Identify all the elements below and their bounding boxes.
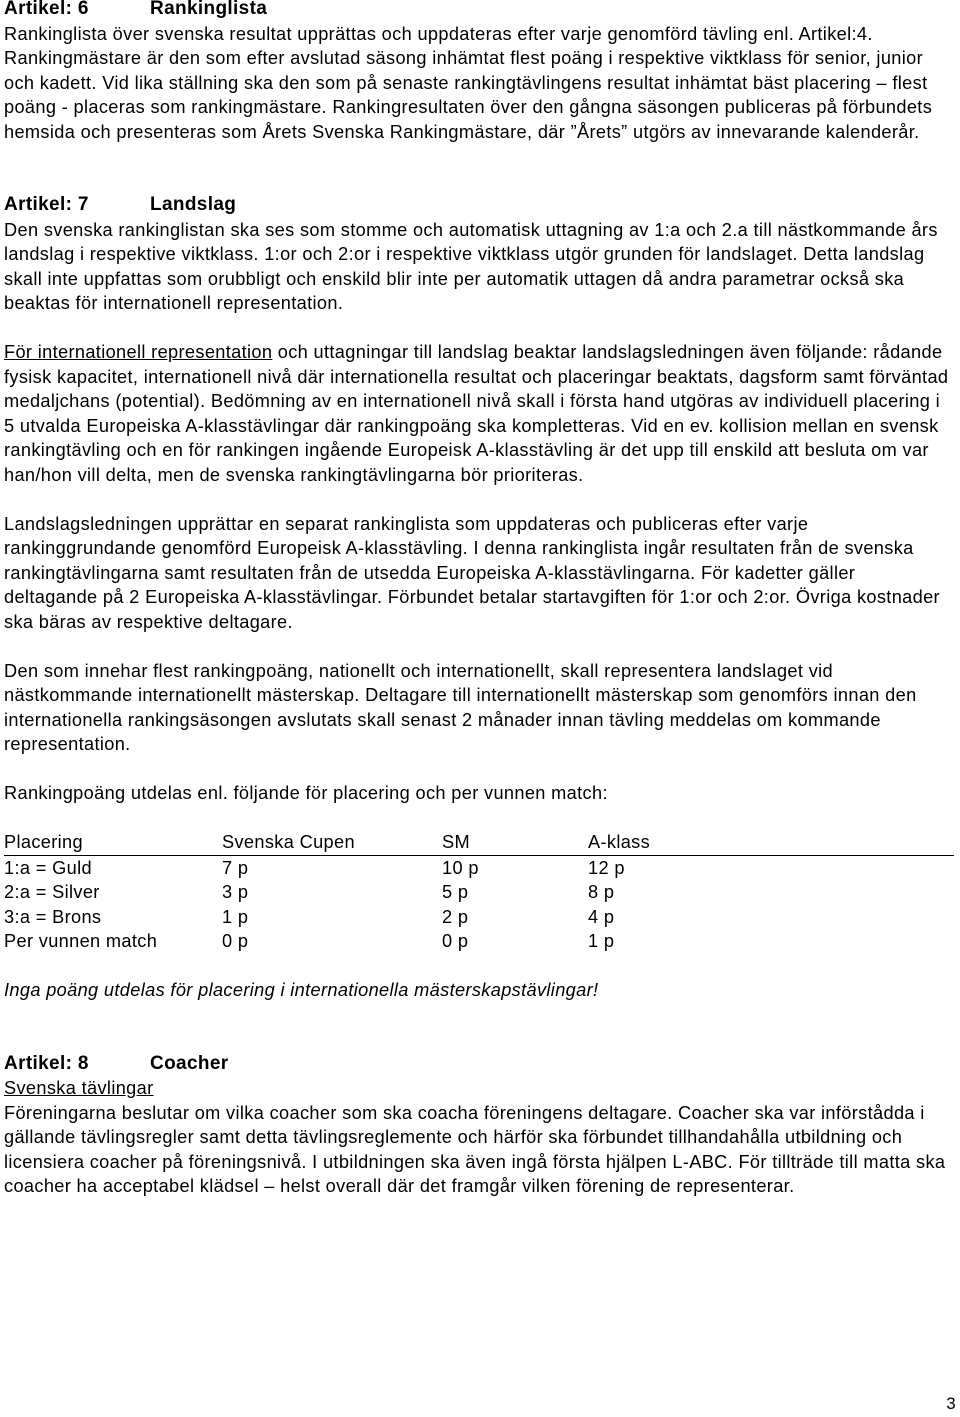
page-number: 3 [946,1394,956,1413]
article-8-heading [4,1052,954,1077]
table-header-row [4,830,954,855]
article-6-text: Rankinglista över svenska resultat upprättas och uppdateras efter varje genomförd tävling enl. Artikel:4. Rankingmästare är den som efter avslutad säsong inhämtat flest poäng i respektive viktklass för senior, junior och kadett. Vid lika ställning ska den som på senaste rankingtävlingens resultat inhämtat bäst placering – flest poäng - placeras som rankingmästare. Rankingresultaten över den gångna säsongen publiceras på förbundets hemsida och presenteras som Årets Svenska Rankingmästare, där ”Årets” utgörs av innevarande kalenderår. [4,23,933,142]
article-7-title: Landslag [150,194,237,215]
table-header-cell: SM [442,830,588,855]
article-8-text: Föreningarna beslutar om vilka coacher som ska coacha föreningens deltagare. Coacher ska var införstådda i gällande tävlingsregler samt detta tävlingsreglemente och härför ska förbundet tillhandahålla utbildning och licensiera coacher på föreningsnivå. I utbildningen ska även ingå första hjälpen L-ABC. För tillträde till matta ska coacher ha acceptabel klädsel – helst overall där det framgår vilken förening de representerar. [4,1102,946,1196]
international-representation-term: För internationell representation [4,342,273,362]
article-6-title: Rankinglista [150,0,268,19]
article-7-paragraph-2 [4,340,954,487]
article-7-paragraph-2-text: och uttagningar till landslag beaktar landslagsledningen även följande: rådande fysisk kapacitet, internationell nivå där internationella resultat och placeringar beaktats, dagsform samt förväntad medaljchans (potential). Bedömning av en internationell nivå skall i första hand utgöras av individuell placering i 5 utvalda Europeiska A-klasstävlingar där rankingpoäng ska kompletteras. Vid en ev. kollision mellan en svensk rankingtävling och en för rankingen ingående Europeisk A-klasstävling är det upp till enskild att besluta om var han/hon vill delta, men de svenska rankingtävlingarna bör prioriteras. [4,342,949,485]
table-cell: 3 p [222,882,249,902]
table-cell: 12 p [588,857,625,878]
article-8-subtitle: Svenska tävlingar [4,1078,154,1098]
table-header-cell: Svenska Cupen [222,830,442,855]
table-cell: 0 p [222,931,249,951]
article-6-number: Artikel: 6 [4,0,89,19]
table-cell: 5 p [442,882,469,902]
table-header-cell: Placering [4,830,222,855]
table-cell: 10 p [442,857,479,878]
article-7-heading [4,193,954,218]
document-page [4,0,954,1199]
article-6-heading [4,0,954,22]
table-cell: Per vunnen match [4,931,158,951]
table-cell: 1 p [588,931,615,951]
article-7-paragraph-3: Landslagsledningen upprättar en separat rankinglista som uppdateras och publiceras efter varje rankinggrundande genomförd Europeisk A-klasstävling. I denna rankinglista ingår resultaten från de svenska rankingtävlingarna samt resultaten från de utsedda Europeiska A-klasstävlingarna. För kadetter gäller deltagande på 2 Europeiska A-klasstävlingar. Förbundet betalar startavgiften för 1:or och 2:or. Övriga kostnader ska bäras av respektive deltagare. [4,513,940,632]
article-7-paragraph-5: Rankingpoäng utdelas enl. följande för placering och per vunnen match: [4,783,608,803]
international-championship-note: Inga poäng utdelas för placering i internationella mästerskapstävlingar! [4,980,599,1000]
table-cell: 8 p [588,882,615,902]
table-cell: 4 p [588,906,615,927]
table-cell: 2 p [442,906,469,927]
table-cell: 1 p [222,906,249,927]
table-row [4,880,954,905]
ranking-points-table [4,830,954,954]
article-8-number: Artikel: 8 [4,1052,89,1074]
table-row [4,929,954,954]
table-cell: 3:a = Brons [4,906,102,927]
table-cell: 0 p [442,931,469,951]
table-cell: 2:a = Silver [4,882,100,902]
table-row [4,855,954,880]
table-row [4,905,954,930]
table-cell: 1:a = Guld [4,857,92,878]
table-cell: 7 p [222,857,249,878]
article-8-title: Coacher [150,1052,229,1074]
table-header-cell: A-klass [588,830,954,855]
article-7-paragraph-1: Den svenska rankinglistan ska ses som stomme och automatisk uttagning av 1:a och 2.a till nästkommande års landslag i respektive viktklass. 1:or och 2:or i respektive viktklass utgör grunden för landslaget. Detta landslag skall inte uppfattas som orubbligt och enskild blir inte per automatik uttagen då andra parametrar också ska beaktas för internationell representation. [4,219,938,313]
article-7-paragraph-4: Den som innehar flest rankingpoäng, nationellt och internationellt, skall representera landslaget vid nästkommande internationellt mästerskap. Deltagare till internationellt mästerskap som genomförs innan den internationella rankingsäsongen avslutats skall senast 2 månader innan tävling meddelas om kommande representation. [4,660,917,754]
article-7-number: Artikel: 7 [4,194,89,215]
